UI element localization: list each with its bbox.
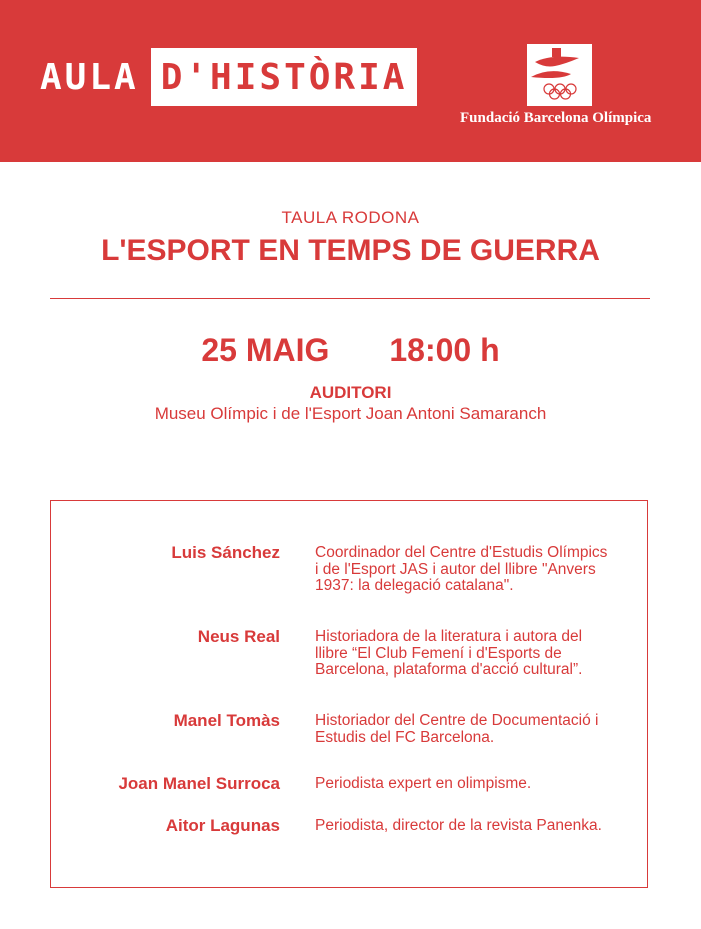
foundation-logo — [527, 44, 592, 106]
speaker-description: Coordinador del Centre d'Estudis Olímpics i de l'Esport JAS i autor del llibre "Anvers 1937: la delegació catalana". — [315, 544, 608, 594]
aula-historia-brand — [40, 48, 417, 106]
event-title: L'ESPORT EN TEMPS DE GUERRA — [101, 234, 600, 267]
foundation-name: Fundació Barcelona Olímpica — [460, 110, 652, 126]
brand-prefix: AULA — [40, 56, 139, 98]
brand-box — [151, 48, 418, 106]
speaker-description: Historiadora de la literatura i autora del llibre “El Club Femení i d'Esports de Barcelona, plataforma d'acció cultural”. — [315, 628, 583, 678]
event-date: 25 MAIG — [201, 332, 330, 368]
header-banner — [0, 0, 701, 162]
speaker-description: Periodista expert en olimpisme. — [315, 775, 532, 792]
speaker-description: Periodista, director de la revista Panenka. — [315, 817, 602, 834]
venue-name: Museu Olímpic i de l'Esport Joan Antoni Samaranch — [154, 404, 547, 423]
speaker-name: Neus Real — [197, 627, 280, 646]
speaker-name: Manel Tomàs — [173, 711, 280, 730]
event-type: TAULA RODONA — [281, 208, 420, 227]
speaker-name: Aitor Lagunas — [165, 816, 280, 835]
brand-main: D'HISTÒRIA — [160, 56, 408, 98]
olympic-figure-icon — [527, 44, 592, 106]
speaker-name: Joan Manel Surroca — [118, 774, 280, 793]
event-time: 18:00 h — [389, 332, 500, 368]
speakers-panel — [50, 500, 648, 888]
speaker-name: Luis Sánchez — [171, 543, 280, 562]
speaker-description: Historiador del Centre de Documentació i Estudis del FC Barcelona. — [315, 712, 599, 746]
olympic-rings-icon — [544, 84, 576, 99]
event-datetime — [0, 332, 701, 369]
divider — [50, 298, 650, 299]
venue-label: AUDITORI — [309, 383, 392, 402]
